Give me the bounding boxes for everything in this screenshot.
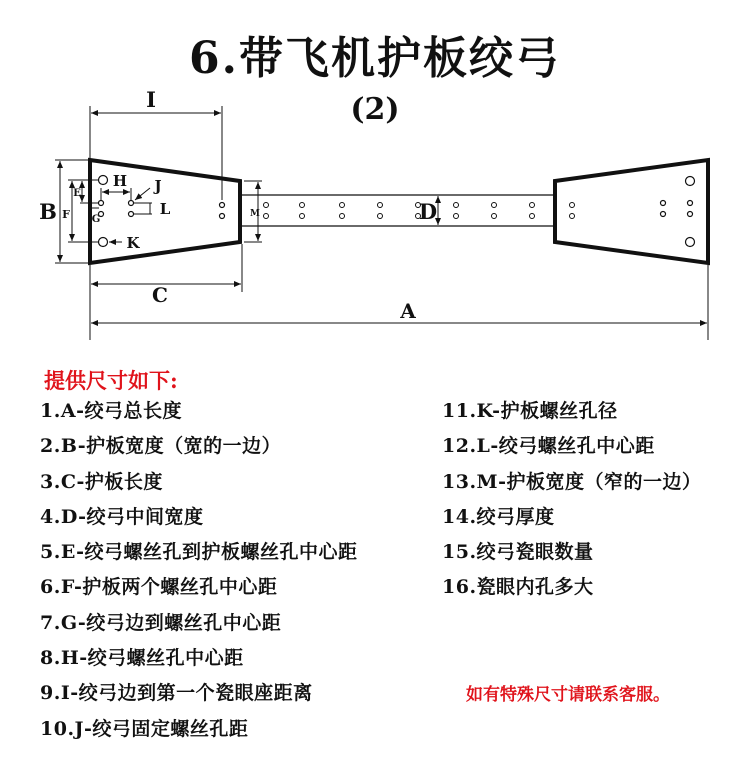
page-title: 6.带飞机护板绞弓 bbox=[189, 33, 561, 84]
list-item: 6.F-护板两个螺丝孔中心距 bbox=[40, 576, 278, 599]
list-item: 4.D-绞弓中间宽度 bbox=[40, 505, 204, 528]
list-item: 5.E-绞弓螺丝孔到护板螺丝孔中心距 bbox=[40, 541, 358, 564]
list-item: 8.H-绞弓螺丝孔中心距 bbox=[40, 647, 244, 670]
list-item: 7.G-绞弓边到螺丝孔中心距 bbox=[40, 611, 282, 634]
special-size-note: 如有特殊尺寸请联系客服。 bbox=[466, 685, 670, 705]
label-J: J bbox=[154, 177, 162, 195]
list-item: 9.I-绞弓边到第一个瓷眼座距离 bbox=[40, 682, 313, 705]
list-item: 14.绞弓厚度 bbox=[442, 505, 555, 528]
list-item: 10.J-绞弓固定螺丝孔距 bbox=[40, 717, 249, 740]
label-C: C bbox=[152, 283, 168, 307]
list-item: 12.L-绞弓螺丝孔中心距 bbox=[442, 435, 655, 458]
label-H: H bbox=[112, 172, 128, 190]
label-B: B bbox=[39, 199, 57, 224]
list-item: 2.B-护板宽度（宽的一边） bbox=[40, 435, 282, 458]
label-F: F bbox=[62, 208, 70, 221]
label-G: G bbox=[91, 214, 101, 225]
label-D: D bbox=[418, 199, 438, 224]
list-item: 3.C-护板长度 bbox=[40, 470, 163, 493]
list-item: 11.K-护板螺丝孔径 bbox=[442, 400, 618, 422]
label-L: L bbox=[159, 200, 171, 218]
label-E: E bbox=[73, 188, 81, 199]
label-A: A bbox=[400, 299, 416, 323]
list-item: 15.绞弓瓷眼数量 bbox=[442, 541, 594, 564]
list-item: 16.瓷眼内孔多大 bbox=[442, 576, 594, 599]
provide-heading: 提供尺寸如下: bbox=[44, 368, 178, 393]
list-item: 1.A-绞弓总长度 bbox=[40, 400, 182, 422]
label-K: K bbox=[126, 234, 140, 252]
right-guard-plate bbox=[555, 160, 708, 263]
list-item: 13.M-护板宽度（窄的一边） bbox=[442, 470, 702, 493]
dimension-list-right bbox=[442, 394, 701, 606]
dimension-list-left bbox=[40, 394, 358, 747]
bow-diagram bbox=[0, 0, 750, 345]
label-M: M bbox=[250, 209, 260, 219]
center-bar bbox=[240, 195, 555, 226]
label-I: I bbox=[146, 87, 156, 112]
page-subtitle: (2) bbox=[350, 92, 400, 127]
